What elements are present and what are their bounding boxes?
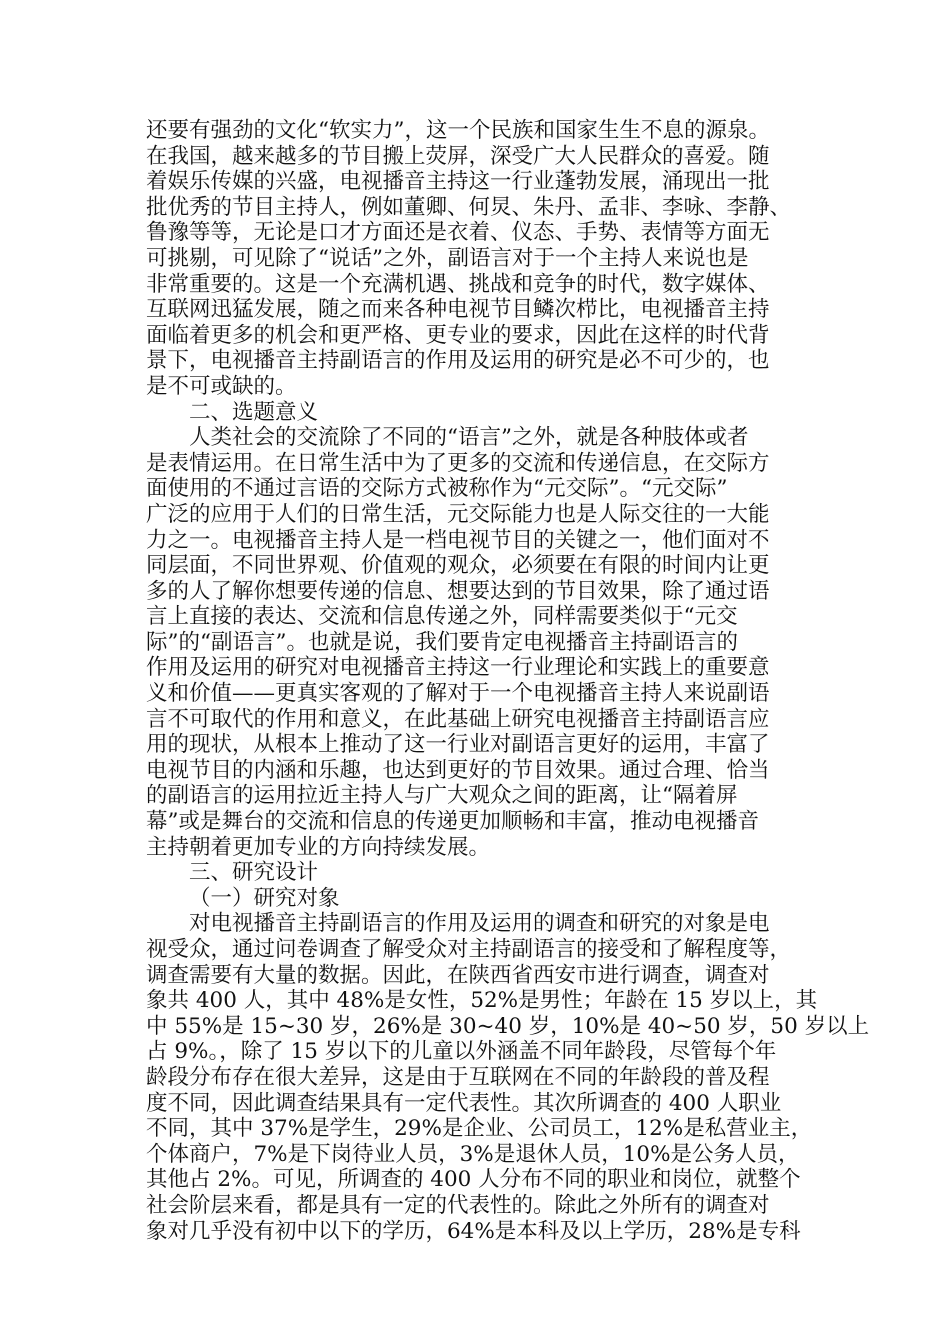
text-line: 对电视播音主持副语言的作用及运用的调查和研究的对象是电 xyxy=(189,911,770,937)
text-line: 义和价值——更真实客观的了解对于一个电视播音主持人来说副语 xyxy=(146,681,770,707)
section-heading: 三、研究设计 xyxy=(189,860,319,886)
text-line: 同层面，不同世界观、价值观的观众，必须要在有限的时间内让更 xyxy=(146,553,770,579)
text-line: 非常重要的。这是一个充满机遇、挑战和竞争的时代，数字媒体、 xyxy=(146,271,770,297)
section-heading: 二、选题意义 xyxy=(189,399,319,425)
text-line: 力之一。电视播音主持人是一档电视节目的关键之一，他们面对不 xyxy=(146,527,770,553)
text-line: 言不可取代的作用和意义，在此基础上研究电视播音主持副语言应 xyxy=(146,706,770,732)
text-line: 视受众，通过问卷调查了解受众对主持副语言的接受和了解程度等， xyxy=(146,937,792,962)
text-line: 用的现状，从根本上推动了这一行业对副语言更好的运用，丰富了 xyxy=(146,732,770,758)
text-line: 际”的“副语言”。也就是说，我们要肯定电视播音主持副语言的 xyxy=(146,629,738,655)
text-line: 批优秀的节目主持人，例如董卿、何炅、朱丹、孟非、李咏、李静、 xyxy=(146,194,792,220)
text-line: 个体商户，7%是下岗待业人员，3%是退休人员，10%是公务人员， xyxy=(146,1141,800,1167)
text-line: 的副语言的运用拉近主持人与广大观众之间的距离，让“隔着屏 xyxy=(146,783,738,809)
text-line: 幕”或是舞台的交流和信息的传递更加顺畅和丰富，推动电视播音 xyxy=(146,809,759,835)
text-line: 广泛的应用于人们的日常生活，元交际能力也是人际交往的一大能 xyxy=(146,501,770,527)
text-line: 着娱乐传媒的兴盛，电视播音主持这一行业蓬勃发展，涌现出一批 xyxy=(146,169,770,195)
text-line: 多的人了解你想要传递的信息、想要达到的节目效果，除了通过语 xyxy=(146,578,770,604)
text-line: 龄段分布存在很大差异，这是由于互联网在不同的年龄段的普及程 xyxy=(146,1064,770,1090)
document-page xyxy=(146,118,870,1244)
text-line: 可挑剔，可见除了“说话”之外，副语言对于一个主持人来说也是 xyxy=(146,245,749,271)
text-line: 面使用的不通过言语的交际方式被称作为“元交际”。“元交际” xyxy=(146,476,728,502)
text-line: 象共 400 人，其中 48%是女性，52%是男性；年龄在 15 岁以上，其 xyxy=(146,988,818,1014)
text-line: 作用及运用的研究对电视播音主持这一行业理论和实践上的重要意 xyxy=(146,655,770,681)
section-heading: （一）研究对象 xyxy=(189,885,340,911)
text-line: 度不同，因此调查结果具有一定代表性。其次所调查的 400 人职业 xyxy=(146,1090,782,1116)
text-line: 其他占 2%。可见，所调查的 400 人分布不同的职业和岗位，就整个 xyxy=(146,1167,801,1193)
text-line: 在我国，越来越多的节目搬上荧屏，深受广大人民群众的喜爱。随 xyxy=(146,143,770,169)
text-line: 不同，其中 37%是学生，29%是企业、公司员工，12%是私营业主， xyxy=(146,1116,813,1142)
text-line: 面临着更多的机会和更严格、更专业的要求，因此在这样的时代背 xyxy=(146,322,770,348)
text-line: 是表情运用。在日常生活中为了更多的交流和传递信息，在交际方 xyxy=(146,450,770,476)
text-line: 景下，电视播音主持副语言的作用及运用的研究是必不可少的，也 xyxy=(146,348,770,374)
text-line: 主持朝着更加专业的方向持续发展。 xyxy=(146,834,491,860)
text-line: 中 55%是 15~30 岁，26%是 30~40 岁，10%是 40~50 岁，50 岁以上 xyxy=(146,1013,870,1039)
text-line: 互联网迅猛发展，随之而来各种电视节目鳞次栉比，电视播音主持 xyxy=(146,297,770,323)
text-line: 电视节目的内涵和乐趣，也达到更好的节目效果。通过合理、恰当 xyxy=(146,757,770,783)
text-line: 调查需要有大量的数据。因此，在陕西省西安市进行调查，调查对 xyxy=(146,962,770,988)
text-line: 还要有强劲的文化“软实力”，这一个民族和国家生生不息的源泉。 xyxy=(146,118,770,143)
text-line: 是不可或缺的。 xyxy=(146,373,297,399)
text-line: 象对几乎没有初中以下的学历，64%是本科及以上学历，28%是专科 xyxy=(146,1218,801,1244)
text-line: 社会阶层来看，都是具有一定的代表性的。除此之外所有的调查对 xyxy=(146,1192,770,1218)
text-line: 鲁豫等等，无论是口才方面还是衣着、仪态、手势、表情等方面无 xyxy=(146,220,770,246)
text-line: 人类社会的交流除了不同的“语言”之外，就是各种肢体或者 xyxy=(189,425,749,451)
text-line: 占 9%。，除了 15 岁以下的儿童以外涵盖不同年龄段，尽管每个年 xyxy=(146,1039,777,1065)
text-line: 言上直接的表达、交流和信息传递之外，同样需要类似于“元交 xyxy=(146,604,738,630)
